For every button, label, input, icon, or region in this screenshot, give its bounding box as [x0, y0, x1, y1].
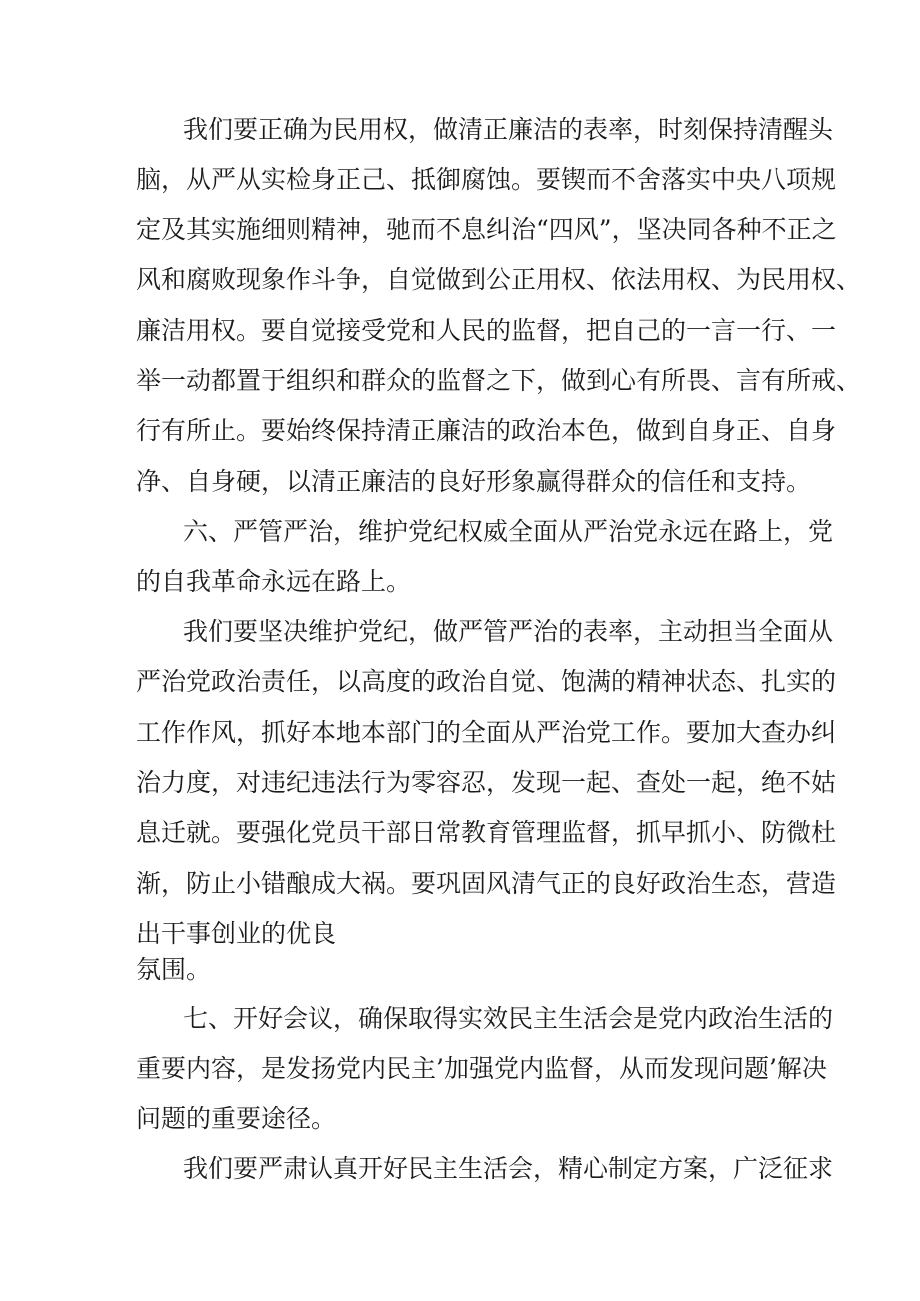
heading-six-line-2: 的自我革命永远在路上。 [136, 567, 412, 596]
paragraph-2-line-2: 严治党政治责任，以高度的政治自觉、饱满的精神状态、扎实的 [136, 667, 837, 696]
paragraph-2-line-5: 息迁就。要强化党员干部日常教育管理监督，抓早抓小、防微杜 [136, 818, 837, 847]
paragraph-3-line-1: 我们要严肃认真开好民主生活会，精心制定方案，广泛征求 [183, 1154, 834, 1183]
paragraph-2-line-4: 治力度，对违纪违法行为零容忍，发现一起、查处一起，绝不姑 [136, 768, 837, 797]
paragraph-1-line-3: 定及其实施细则精神，驰而不息纠治“四风”，坚决同各种不正之 [136, 215, 837, 244]
paragraph-1-line-1: 我们要正确为民用权，做清正廉洁的表率，时刻保持清醒头 [183, 115, 834, 144]
heading-six-line-1: 六、严管严治，维护党纪权威全面从严治党永远在路上，党 [183, 517, 834, 546]
paragraph-2-line-6: 渐，防止小错酿成大祸。要巩固风清气正的良好政治生态，营造 [136, 869, 837, 898]
paragraph-2-line-3: 工作作风，抓好本地本部门的全面从严治党工作。要加大查办纠 [136, 718, 837, 747]
paragraph-1-line-2: 脑，从严从实检身正己、抵御腐蚀。要锲而不舍落实中央八项规 [136, 165, 837, 194]
paragraph-2-line-8: 氛围。 [136, 955, 212, 984]
paragraph-2-line-7: 出干事创业的优良 [136, 919, 337, 948]
heading-seven-line-3: 问题的重要途径。 [136, 1104, 337, 1133]
paragraph-1-line-6: 举一动都置于组织和群众的监督之下，做到心有所畏、言有所戒、 [136, 366, 862, 395]
paragraph-1-line-7: 行有所止。要始终保持清正廉洁的政治本色，做到自身正、自身 [136, 416, 837, 445]
heading-seven-line-1: 七、开好会议，确保取得实效民主生活会是党内政治生活的 [183, 1004, 834, 1033]
heading-seven-line-2: 重要内容，是发扬党内民主’加强党内监督，从而发现问题’解决 [136, 1054, 827, 1083]
paragraph-1-line-5: 廉洁用权。要自觉接受党和人民的监督，把自己的一言一行、一 [136, 316, 837, 345]
paragraph-2-line-1: 我们要坚决维护党纪，做严管严治的表率，主动担当全面从 [183, 617, 834, 646]
paragraph-1-line-8: 净、自身硬，以清正廉洁的良好形象赢得群众的信任和支持。 [136, 467, 812, 496]
paragraph-1-line-4: 风和腐败现象作斗争，自觉做到公正用权、依法用权、为民用权、 [136, 265, 862, 294]
